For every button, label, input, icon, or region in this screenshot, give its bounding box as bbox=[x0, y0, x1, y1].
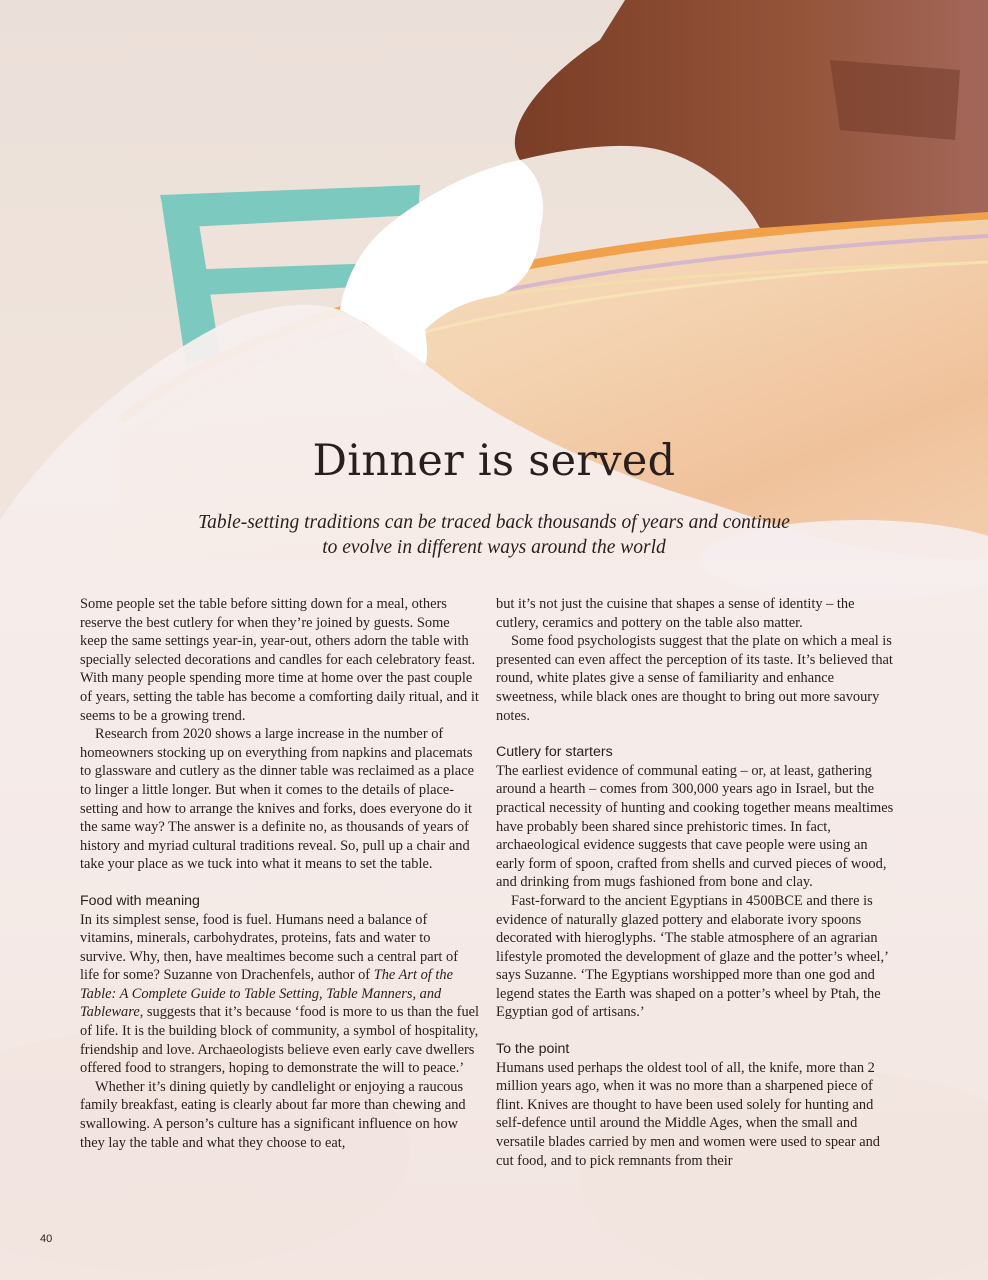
right-column bbox=[496, 595, 896, 1170]
left-column bbox=[80, 595, 480, 1152]
left-paragraph-3-quote: , suggests that it’s because ‘food is more to us than the fuel of life. It is the building block of community, a symbol of hospitality, friendship and love. Archaeologists believe even early cave dwellers offered food to strangers, hoping to demonstrate the will to peace.’ bbox=[80, 1004, 480, 1077]
page-number: 40 bbox=[40, 1233, 53, 1245]
right-paragraph-2: Some food psychologists suggest that the plate on which a meal is presented can even affect the perception of its taste. It’s believed that round, white plates give a sense of familiarity and enhance sweetness, while black ones are thought to bring out more savoury notes. bbox=[496, 633, 893, 724]
left-paragraph-3 bbox=[80, 911, 480, 1078]
left-paragraph-3-text: In its simplest sense, food is fuel. Humans need a balance of vitamins, minerals, carbohydrates, proteins, fats and water to survive. Why, then, have mealtimes become such a central part of life for some? Suzanne von Drachenfels, author of bbox=[80, 911, 459, 984]
left-paragraph-4: Whether it’s dining quietly by candlelight or enjoying a raucous family breakfast, eating is clearly about far more than chewing and swallowing. A person’s culture has a significant influence on how they lay the table and what they choose to eat, bbox=[80, 1078, 466, 1151]
book-title: The Art of the Table: A Complete Guide to Table Setting, Table Manners, and Tableware bbox=[80, 967, 453, 1021]
left-paragraph-2: Research from 2020 shows a large increase in the number of homeowners stocking up on everything from napkins and placemats to glassware and cutlery as the dinner table was reclaimed as a place to linger a little longer. But when it comes to the details of place-setting and how to arrange the knives and forks, does everyone do it the same way? The answer is a definite no, as thousands of years of history and myriad cultural traditions reveal. So, pull up a chair and take your place as we tuck into what it means to set the table. bbox=[80, 726, 474, 873]
section-heading-to-the-point: To the point bbox=[496, 1041, 570, 1058]
right-paragraph-5: Humans used perhaps the oldest tool of all, the knife, more than 2 million years ago, when it was no more than a sharpened piece of flint. Knives are thought to have been used solely for hunting and self-defence until around the Middle Ages, when the small and versatile blades carried by men and women were used to spear and cut food, and to pick remnants from their bbox=[496, 1059, 881, 1169]
article-subtitle: Table-setting traditions can be traced back thousands of years and continue to evolve in different ways around the world bbox=[198, 512, 790, 558]
right-paragraph-1: but it’s not just the cuisine that shapes a sense of identity – the cutlery, ceramics and pottery on the table also matter. bbox=[496, 596, 855, 631]
right-paragraph-4: Fast-forward to the ancient Egyptians in 4500BCE and there is evidence of naturally glazed pottery and elaborate ivory spoons decorated with hieroglyphs. ‘The stable atmosphere of an agrarian lifestyle promoted the development of glaze and the potter’s wheel,’ says Suzanne. ‘The Egyptians worshipped more than one god and legend states the Earth was shaped on a potter’s wheel by Ptah, the Egyptian god of artisans.’ bbox=[496, 892, 888, 1021]
section-heading-food-with-meaning: Food with meaning bbox=[80, 892, 200, 909]
left-paragraph-1: Some people set the table before sitting down for a meal, others reserve the best cutlery for when they’re joined by guests. Some keep the same settings year-in, year-out, others adorn the table with specially selected decorations and candles for each celebratory feast. With many people spending more time at home over the past couple of years, setting the table has become a comforting daily ritual, and it seems to be a growing trend. bbox=[80, 596, 479, 724]
section-heading-cutlery-for-starters: Cutlery for starters bbox=[496, 744, 613, 761]
sleeve-illustration bbox=[515, 0, 988, 228]
article-title: Dinner is served bbox=[312, 436, 676, 486]
right-paragraph-3: The earliest evidence of communal eating – or, at least, gathering around a hearth – comes from 300,000 years ago in Israel, but the practical necessity of hunting and cooking together means mealtimes have probably been shared since prehistoric times. In fact, archaeological evidence suggests that cave people were using an early form of spoon, crafted from shells and curved pieces of wood, and drinking from mugs fashioned from bone and clay. bbox=[496, 762, 894, 891]
